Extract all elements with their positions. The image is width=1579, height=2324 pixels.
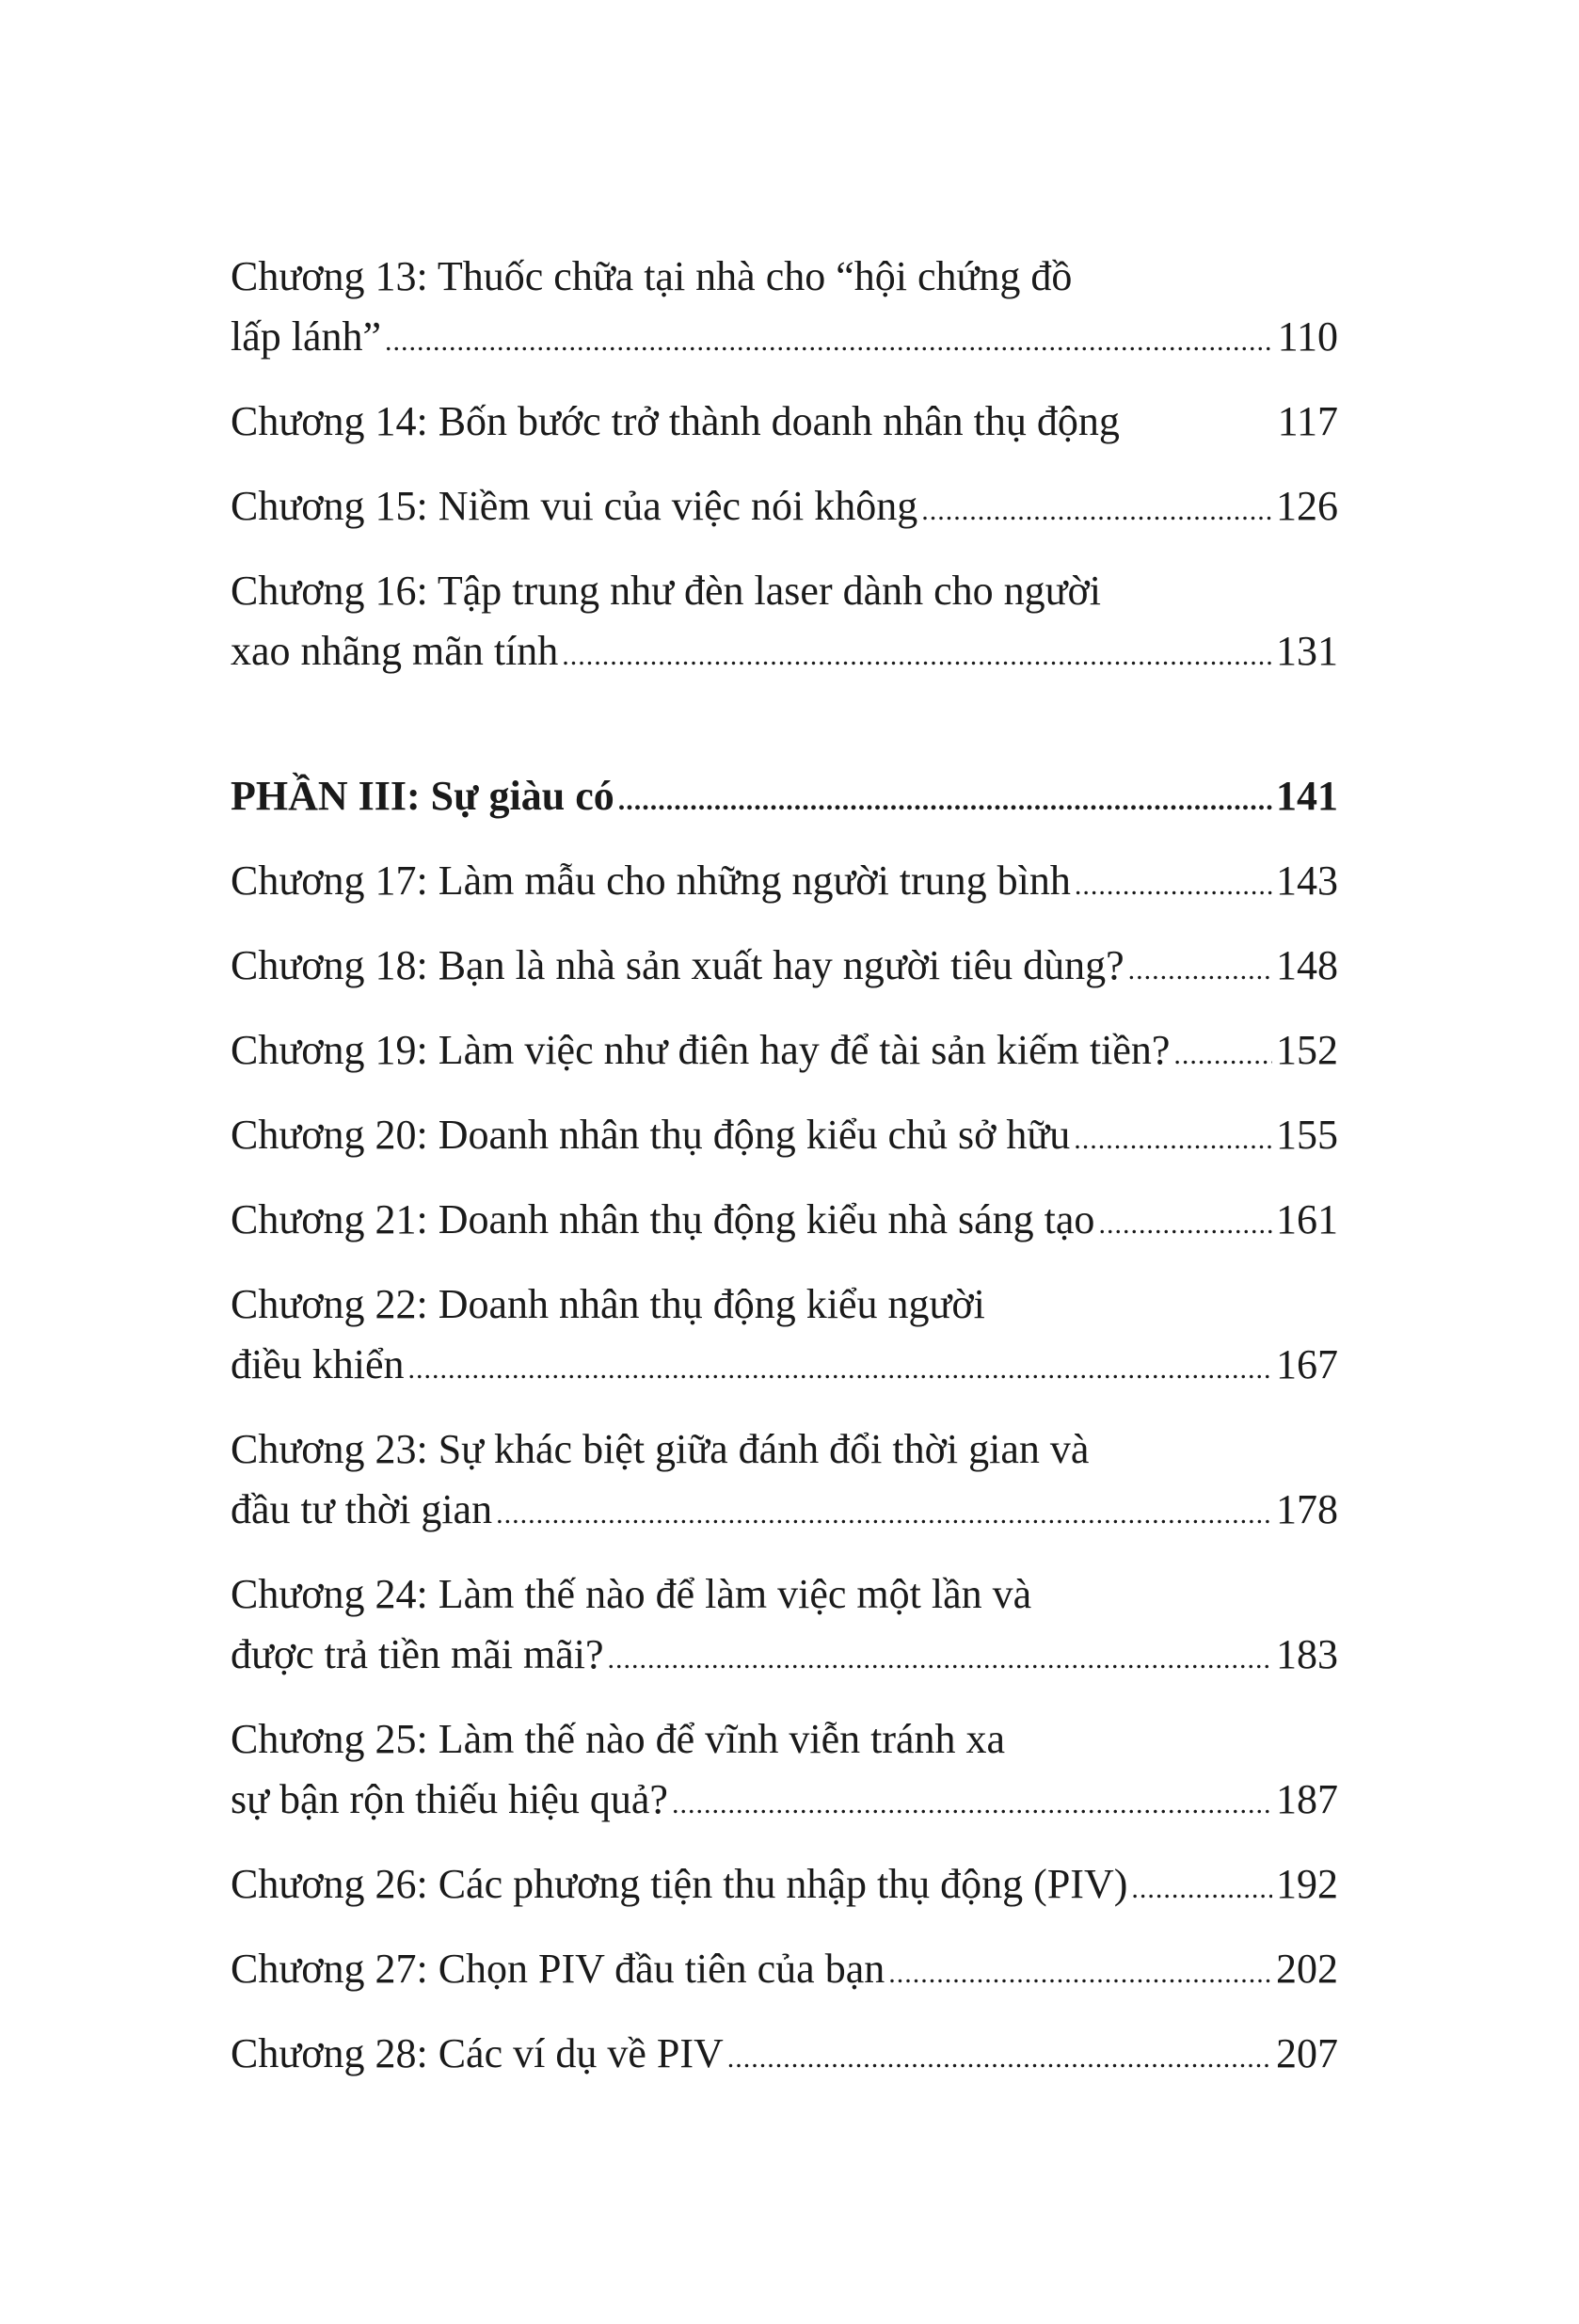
toc-entry-ch28 [231, 2024, 1338, 2089]
toc-page: 152 [1276, 1027, 1338, 1073]
toc-entry-ch22 [231, 1274, 1338, 1400]
leader-dots [1075, 856, 1272, 916]
leader-dots [1173, 1025, 1272, 1085]
toc-page: 178 [1276, 1486, 1338, 1532]
toc-title: sự bận rộn thiếu hiệu quả? [231, 1776, 668, 1822]
table-of-contents [231, 247, 1338, 2108]
toc-title: lấp lánh” [231, 313, 382, 360]
leader-dots [672, 1774, 1272, 1835]
leader-dots [1098, 1194, 1272, 1255]
leader-dots [562, 626, 1272, 686]
leader-dots [385, 312, 1274, 372]
toc-title: Chương 27: Chọn PIV đầu tiên của bạn [231, 1946, 885, 1992]
toc-entry-ch18 [231, 936, 1338, 1001]
toc-entry-ch27 [231, 1939, 1338, 2004]
leader-dots [727, 2028, 1272, 2089]
toc-title-line1: Chương 16: Tập trung như đèn laser dành cho người [231, 568, 1102, 614]
leader-dots [496, 1484, 1272, 1545]
toc-entry-ch13 [231, 247, 1338, 372]
toc-title: Chương 20: Doanh nhân thụ động kiểu chủ sở hữu [231, 1112, 1071, 1158]
toc-page: 207 [1276, 2030, 1338, 2076]
leader-dots [608, 1629, 1272, 1690]
toc-page: 131 [1276, 628, 1338, 674]
toc-title-line1: Chương 13: Thuốc chữa tại nhà cho “hội chứng đồ [231, 253, 1073, 299]
toc-title: Chương 15: Niềm vui của việc nói không [231, 483, 918, 529]
toc-entry-ch15 [231, 476, 1338, 541]
toc-title: Chương 17: Làm mẫu cho những người trung bình [231, 857, 1071, 904]
toc-page: 187 [1276, 1776, 1338, 1822]
toc-title: xao nhãng mãn tính [231, 628, 559, 674]
toc-title: Chương 19: Làm việc như điên hay để tài sản kiếm tiền? [231, 1027, 1171, 1073]
toc-page: 202 [1276, 1946, 1338, 1992]
leader-dots [921, 481, 1272, 541]
toc-title: PHẦN III: Sự giàu có [231, 773, 614, 819]
toc-page: 148 [1276, 942, 1338, 988]
leader-dots [1074, 1110, 1272, 1170]
toc-title: đầu tư thời gian [231, 1486, 493, 1532]
toc-entry-ch23 [231, 1419, 1338, 1545]
toc-title: Chương 14: Bốn bước trở thành doanh nhân thụ động [231, 398, 1120, 444]
toc-title-line1: Chương 23: Sự khác biệt giữa đánh đổi thời gian và [231, 1426, 1090, 1472]
toc-entry-ch24 [231, 1564, 1338, 1690]
toc-title-line1: Chương 24: Làm thế nào để làm việc một lần và [231, 1571, 1032, 1617]
toc-page: 126 [1276, 483, 1338, 529]
toc-page: 141 [1276, 773, 1338, 819]
toc-part-heading [231, 766, 1338, 831]
toc-title-line1: Chương 25: Làm thế nào để vĩnh viễn tránh xa [231, 1716, 1006, 1762]
toc-entry-ch20 [231, 1105, 1338, 1170]
toc-entry-ch25 [231, 1709, 1338, 1835]
toc-title: điều khiển [231, 1341, 405, 1387]
toc-entry-ch16 [231, 561, 1338, 686]
toc-entry-ch21 [231, 1190, 1338, 1255]
toc-entry-ch14 [231, 392, 1338, 457]
leader-dots [1131, 1859, 1272, 1919]
toc-page: 117 [1277, 398, 1338, 444]
toc-title: Chương 26: Các phương tiện thu nhập thụ động (PIV) [231, 1861, 1128, 1907]
toc-title-line1: Chương 22: Doanh nhân thụ động kiểu người [231, 1281, 985, 1327]
toc-page: 183 [1276, 1631, 1338, 1677]
toc-entry-ch17 [231, 851, 1338, 916]
toc-title: Chương 28: Các ví dụ về PIV [231, 2030, 724, 2076]
toc-page: 155 [1276, 1112, 1338, 1158]
toc-page: 167 [1276, 1341, 1338, 1387]
leader-dots [618, 771, 1272, 831]
toc-entry-ch26 [231, 1854, 1338, 1919]
leader-dots [408, 1339, 1272, 1400]
toc-page: 192 [1276, 1861, 1338, 1907]
leader-dots [888, 1944, 1272, 2004]
toc-page: 143 [1276, 857, 1338, 904]
toc-title: được trả tiền mãi mãi? [231, 1631, 604, 1677]
toc-page: 110 [1277, 313, 1338, 360]
toc-title: Chương 21: Doanh nhân thụ động kiểu nhà sáng tạo [231, 1196, 1095, 1242]
toc-page: 161 [1276, 1196, 1338, 1242]
toc-entry-ch19 [231, 1020, 1338, 1085]
toc-title: Chương 18: Bạn là nhà sản xuất hay người tiêu dùng? [231, 942, 1124, 988]
leader-dots [1128, 940, 1272, 1001]
